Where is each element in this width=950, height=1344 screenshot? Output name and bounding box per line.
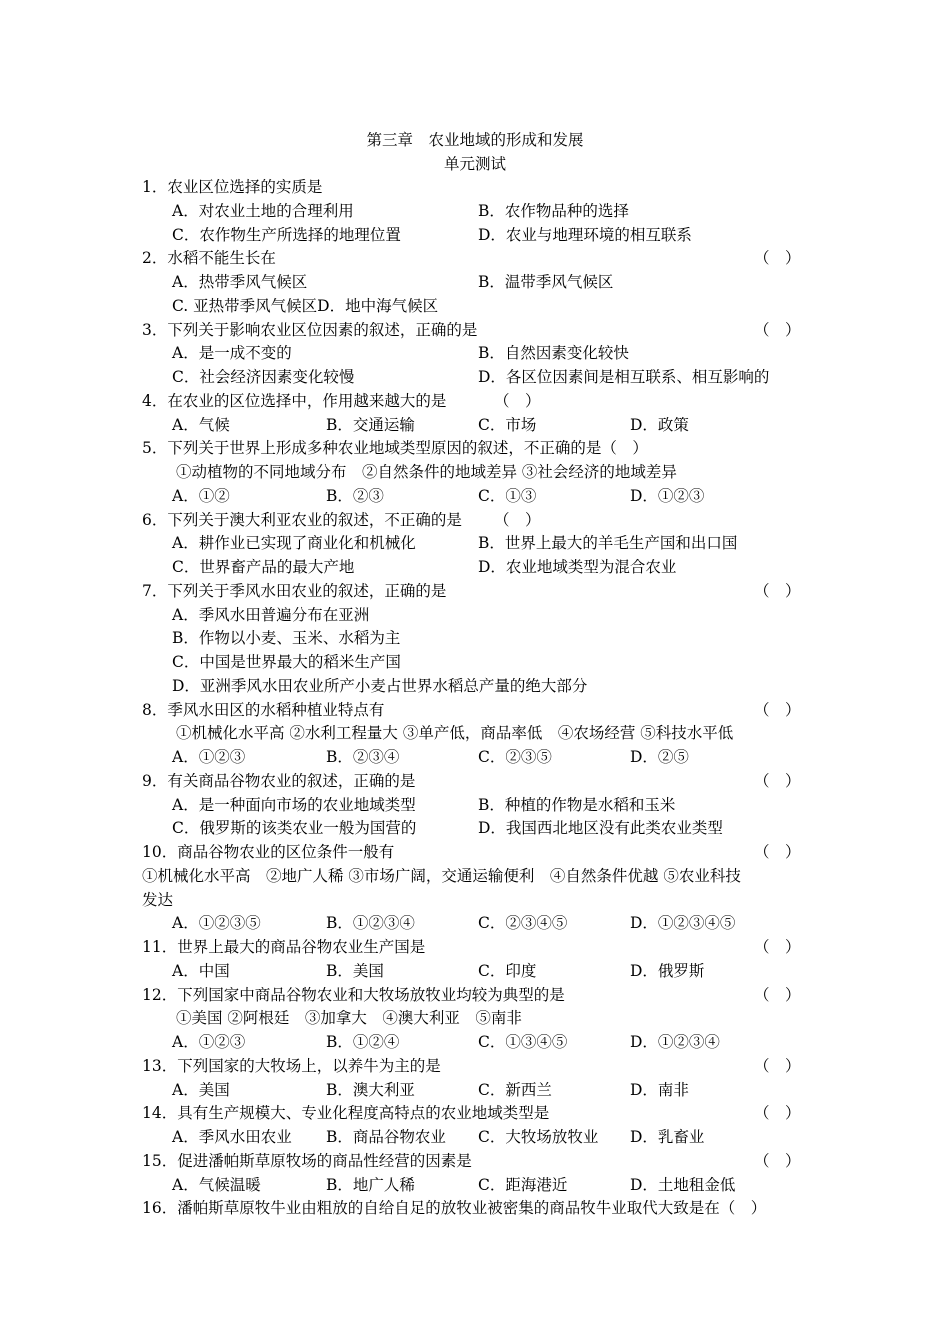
option-a: A．美国 bbox=[172, 1080, 230, 1099]
answer-bracket: （ ） bbox=[754, 771, 801, 790]
option-row bbox=[142, 794, 808, 818]
option-c: C．市场 bbox=[478, 415, 537, 434]
option-line: A．季风水田普遍分布在亚洲 bbox=[172, 605, 370, 624]
option-c: C．新西兰 bbox=[478, 1080, 552, 1099]
option-row bbox=[142, 627, 808, 651]
answer-bracket: （ ） bbox=[754, 843, 801, 861]
option-row bbox=[142, 461, 808, 485]
option-c: C．大牧场放牧业 bbox=[478, 1128, 599, 1146]
option-line: ①动植物的不同地域分布 ②自然条件的地域差异 ③社会经济的地域差异 bbox=[176, 463, 677, 481]
question-stem: 2．水稻不能生长在 bbox=[142, 249, 276, 268]
answer-bracket: （ ） bbox=[494, 510, 541, 529]
answer-bracket: （ ） bbox=[754, 1104, 801, 1123]
option-row bbox=[142, 604, 808, 628]
option-b: B．种植的作物是水稻和玉米 bbox=[478, 795, 676, 814]
option-row bbox=[142, 414, 808, 438]
option-row bbox=[142, 1031, 808, 1055]
option-row bbox=[142, 1174, 808, 1198]
option-a: A．对农业土地的合理利用 bbox=[172, 201, 354, 220]
option-line: D．亚洲季风水田农业所产小麦占世界水稻总产量的绝大部分 bbox=[172, 676, 588, 695]
option-line: B．作物以小麦、玉米、水稻为主 bbox=[172, 629, 401, 648]
question-16 bbox=[142, 1197, 808, 1221]
option-row bbox=[142, 366, 808, 390]
question-stem: 12．下列国家中商品谷物农业和大牧场放牧业均较为典型的是 bbox=[142, 985, 565, 1004]
option-d: D．南非 bbox=[630, 1080, 689, 1099]
option-b: B．世界上最大的羊毛生产国和出口国 bbox=[478, 534, 738, 553]
option-b: B．澳大利亚 bbox=[326, 1080, 415, 1099]
option-row bbox=[142, 271, 808, 295]
option-row bbox=[142, 675, 808, 699]
option-row bbox=[142, 817, 808, 841]
option-line: 发达 bbox=[142, 890, 174, 909]
option-a: C．俄罗斯的该类农业一般为国营的 bbox=[172, 819, 417, 838]
answer-bracket: （ ） bbox=[754, 249, 801, 268]
question-1 bbox=[142, 176, 808, 200]
option-row bbox=[142, 865, 808, 889]
option-line: ①机械化水平高 ②水利工程量大 ③单产低，商品率低 ④农场经营 ⑤科技水平低 bbox=[176, 724, 734, 743]
question-stem: 13．下列国家的大牧场上，以养牛为主的是 bbox=[142, 1056, 441, 1075]
question-9 bbox=[142, 770, 808, 794]
question-stem: 3．下列关于影响农业区位因素的叙述，正确的是 bbox=[142, 320, 478, 339]
option-row bbox=[142, 960, 808, 984]
question-10 bbox=[142, 841, 808, 865]
option-row bbox=[142, 224, 808, 248]
option-d: D．土地租金低 bbox=[630, 1175, 736, 1194]
option-line: C．中国是世界最大的稻米生产国 bbox=[172, 653, 401, 671]
option-b: D．农业地域类型为混合农业 bbox=[478, 558, 677, 576]
option-b: B．①②④ bbox=[326, 1033, 400, 1051]
option-row bbox=[142, 889, 808, 913]
option-row bbox=[142, 722, 808, 746]
question-stem: 15．促进潘帕斯草原牧场的商品性经营的因素是 bbox=[142, 1151, 472, 1170]
option-c: C．印度 bbox=[478, 961, 537, 980]
question-stem: 8．季风水田区的水稻种植业特点有 bbox=[142, 700, 385, 719]
option-b: B．②③④ bbox=[326, 748, 400, 766]
option-line: C. 亚热带季风气候区D．地中海气候区 bbox=[172, 296, 439, 315]
option-c: C．②③④⑤ bbox=[478, 914, 568, 933]
option-a: A．气候温暖 bbox=[172, 1175, 261, 1194]
option-row bbox=[142, 1126, 808, 1150]
option-b: B．自然因素变化较快 bbox=[478, 344, 629, 363]
option-row bbox=[142, 295, 808, 319]
option-a: A．耕作业已实现了商业化和机械化 bbox=[172, 534, 416, 553]
option-row bbox=[142, 746, 808, 770]
option-b: B．农作物品种的选择 bbox=[478, 201, 629, 220]
option-d: D．乳畜业 bbox=[630, 1128, 705, 1146]
question-stem: 1．农业区位选择的实质是 bbox=[142, 178, 323, 196]
question-3 bbox=[142, 319, 808, 343]
option-row bbox=[142, 1007, 808, 1031]
option-b: B．地广人稀 bbox=[326, 1175, 415, 1194]
answer-bracket: （ ） bbox=[754, 320, 801, 339]
option-a: A．气候 bbox=[172, 415, 230, 434]
page-subtitle: 单元测试 bbox=[443, 155, 506, 173]
option-b: B．交通运输 bbox=[326, 415, 415, 434]
question-stem: 7．下列关于季风水田农业的叙述，正确的是 bbox=[142, 581, 447, 600]
option-a: A．是一成不变的 bbox=[172, 344, 292, 363]
option-row bbox=[142, 485, 808, 509]
option-b: D．农业与地理环境的相互联系 bbox=[478, 225, 692, 244]
option-b: B．①②③④ bbox=[326, 914, 415, 933]
option-line: ①机械化水平高 ②地广人稀 ③市场广阔，交通运输便利 ④自然条件优越 ⑤农业科技 bbox=[142, 866, 741, 885]
question-stem: 11．世界上最大的商品谷物农业生产国是 bbox=[142, 938, 426, 956]
option-row bbox=[142, 556, 808, 580]
answer-bracket: （ ） bbox=[754, 581, 801, 600]
option-b: B．美国 bbox=[326, 961, 384, 980]
option-row bbox=[142, 1079, 808, 1103]
option-b: B．温带季风气候区 bbox=[478, 273, 614, 291]
option-b: D．我国西北地区没有此类农业类型 bbox=[478, 819, 723, 838]
question-12 bbox=[142, 984, 808, 1008]
answer-bracket: （ ） bbox=[754, 700, 801, 719]
question-stem: 9．有关商品谷物农业的叙述，正确的是 bbox=[142, 771, 416, 790]
question-8 bbox=[142, 699, 808, 723]
option-line: ①美国 ②阿根廷 ③加拿大 ④澳大利亚 ⑤南非 bbox=[176, 1009, 522, 1028]
option-a: C．世界畜产品的最大产地 bbox=[172, 558, 355, 576]
question-stem: 4．在农业的区位选择中，作用越来越大的是 bbox=[142, 391, 447, 410]
option-row bbox=[142, 912, 808, 936]
option-a: A．①②③⑤ bbox=[172, 914, 261, 933]
option-a: A．是一种面向市场的农业地域类型 bbox=[172, 795, 416, 814]
question-stem: 16．潘帕斯草原牧牛业由粗放的自给自足的放牧业被密集的商品牧牛业取代大致是在（ ） bbox=[142, 1199, 767, 1218]
question-14 bbox=[142, 1102, 808, 1126]
question-7 bbox=[142, 580, 808, 604]
question-stem: 6．下列关于澳大利亚农业的叙述，不正确的是 bbox=[142, 510, 462, 529]
option-a: A．①② bbox=[172, 486, 230, 505]
option-a: A．热带季风气候区 bbox=[172, 273, 308, 291]
option-b: D．各区位因素间是相互联系、相互影响的 bbox=[478, 368, 770, 386]
option-d: D．俄罗斯 bbox=[630, 961, 705, 980]
option-d: D．①②③④ bbox=[630, 1033, 720, 1051]
answer-bracket: （ ） bbox=[754, 1056, 801, 1075]
question-11 bbox=[142, 936, 808, 960]
option-row bbox=[142, 200, 808, 224]
option-a: A．①②③ bbox=[172, 748, 246, 766]
option-c: C．距海港近 bbox=[478, 1175, 568, 1194]
answer-bracket: （ ） bbox=[494, 391, 541, 410]
page-title: 第三章 农业地域的形成和发展 bbox=[366, 131, 584, 149]
question-4 bbox=[142, 390, 808, 414]
option-d: D．①②③ bbox=[630, 486, 705, 505]
answer-bracket: （ ） bbox=[754, 985, 801, 1004]
answer-bracket: （ ） bbox=[754, 938, 801, 956]
answer-bracket: （ ） bbox=[754, 1151, 801, 1170]
option-row bbox=[142, 651, 808, 675]
option-b: B．商品谷物农业 bbox=[326, 1128, 446, 1146]
option-row bbox=[142, 342, 808, 366]
option-c: C．②③⑤ bbox=[478, 748, 552, 766]
option-c: C．①③④⑤ bbox=[478, 1033, 568, 1051]
question-2 bbox=[142, 247, 808, 271]
question-5 bbox=[142, 437, 808, 461]
option-d: D．①②③④⑤ bbox=[630, 914, 736, 933]
option-a: A．①②③ bbox=[172, 1033, 246, 1051]
option-a: C．社会经济因素变化较慢 bbox=[172, 368, 355, 386]
option-b: B．②③ bbox=[326, 486, 384, 505]
question-stem: 10．商品谷物农业的区位条件一般有 bbox=[142, 843, 395, 861]
option-c: C．①③ bbox=[478, 486, 537, 505]
question-13 bbox=[142, 1055, 808, 1079]
option-d: D．②⑤ bbox=[630, 748, 689, 766]
option-d: D．政策 bbox=[630, 415, 689, 434]
question-list bbox=[142, 176, 808, 1221]
option-a: C．农作物生产所选择的地理位置 bbox=[172, 225, 401, 244]
option-row bbox=[142, 532, 808, 556]
option-a: A．中国 bbox=[172, 961, 230, 980]
question-15 bbox=[142, 1150, 808, 1174]
question-6 bbox=[142, 509, 808, 533]
question-stem: 14．具有生产规模大、专业化程度高特点的农业地域类型是 bbox=[142, 1104, 550, 1123]
option-a: A．季风水田农业 bbox=[172, 1128, 292, 1146]
question-stem: 5．下列关于世界上形成多种农业地域类型原因的叙述，不正确的是（ ） bbox=[142, 439, 648, 458]
